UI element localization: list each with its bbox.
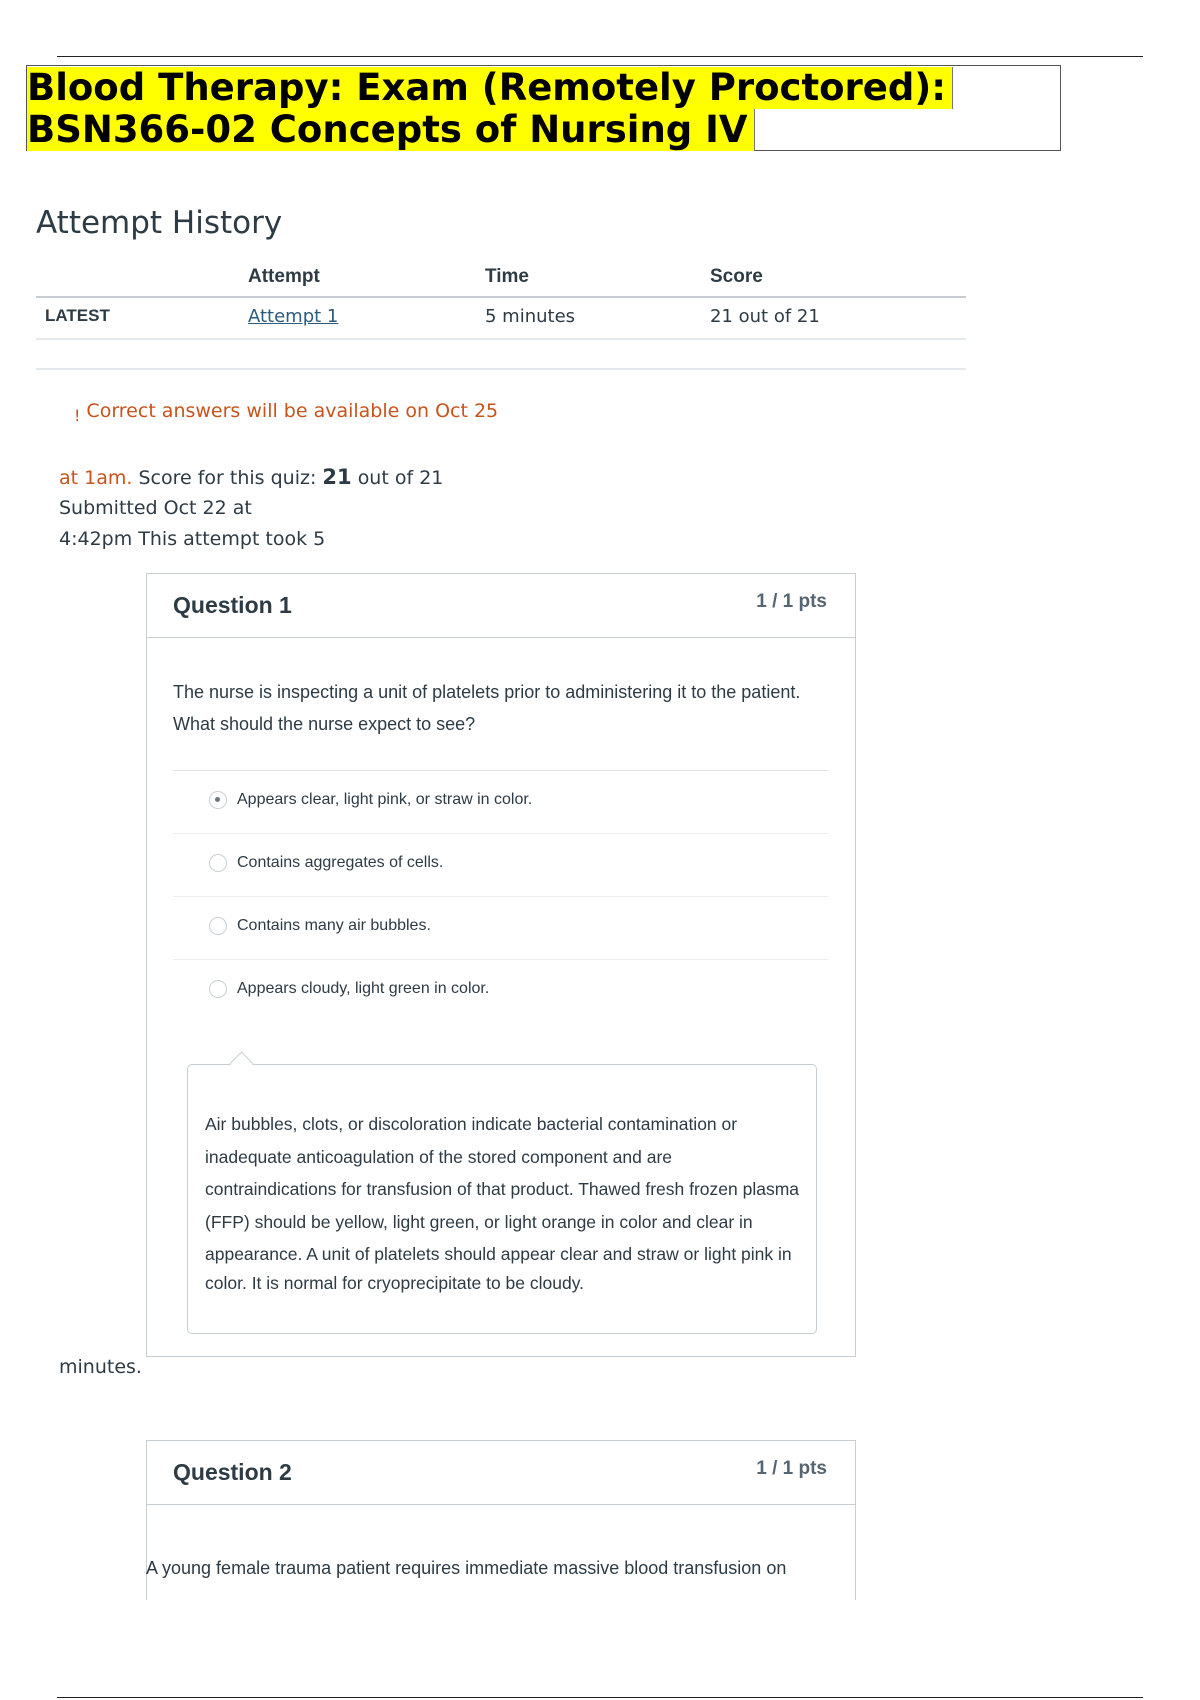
correct-answers-notice [74,400,499,425]
table-header [36,258,966,298]
comment-main: Air bubbles, clots, or discoloration indicate bacterial contamination or inadequate anticoagulation of the stored component and are contraindications for transfusion of that product. Thawed fresh frozen plasma (FFP) should be yellow, light green, or light orange in color and clear in appearance. A unit of platelets should appear clear and straw or light pink in [205,1114,800,1264]
warning-icon: ! [74,406,81,425]
attempt-score: 21 out of 21 [710,306,820,327]
answer-option[interactable] [173,960,828,1022]
table-row [36,298,966,340]
question-card-1 [146,573,856,1357]
question-header [147,574,855,638]
answer-option[interactable] [173,771,828,834]
answer-option[interactable] [173,897,828,960]
score-suffix: out of 21 [357,467,444,489]
question-points: 1 / 1 pts [756,591,827,612]
duration-line: 4:42pm This attempt took 5 [59,528,326,550]
answer-text: Appears cloudy, light green in color. [237,980,490,997]
radio-selected-icon[interactable] [209,791,227,809]
attempt-history-table [36,258,966,370]
radio-icon[interactable] [209,917,227,935]
top-rule [57,56,1143,57]
answer-text: Contains aggregates of cells. [237,854,444,871]
comment-end: color. It is normal for cryoprecipitate to be cloudy. [205,1272,585,1293]
submitted-line: Submitted Oct 22 at [59,497,252,519]
question-title: Question 2 [173,1459,292,1485]
radio-icon[interactable] [209,980,227,998]
page-title-line-1: Blood Therapy: Exam (Remotely Proctored): [27,67,953,109]
score-line [59,465,443,489]
page-title-line-2: BSN366-02 Concepts of Nursing IV [27,109,755,151]
attempt-link[interactable]: Attempt 1 [248,306,339,327]
question-points: 1 / 1 pts [756,1458,827,1479]
latest-label: LATEST [45,306,110,325]
duration-line-end: minutes. [59,1356,142,1378]
bottom-rule [57,1697,1143,1698]
question-text: The nurse is inspecting a unit of platelets prior to administering it to the patient. What should the nurse expect to see? [173,682,801,734]
answer-text: Appears clear, light pink, or straw in color. [237,791,533,808]
question-text: A young female trauma patient requires immediate massive blood transfusion on [146,1558,787,1578]
table-row-empty [36,340,966,370]
radio-icon[interactable] [209,854,227,872]
comment-text [205,1108,805,1295]
answer-option[interactable] [173,834,828,897]
answer-list [173,770,828,1022]
column-header-score: Score [710,266,763,287]
answer-comment [187,1064,817,1334]
answer-text: Contains many air bubbles. [237,917,431,934]
question-title: Question 1 [173,592,292,618]
attempt-time: 5 minutes [485,306,576,327]
column-header-time: Time [485,266,530,287]
comment-caret-icon [229,1051,253,1075]
attempt-history-heading: Attempt History [36,205,283,241]
column-header-attempt: Attempt [248,266,320,287]
notice-continuation: at 1am. [59,467,133,489]
score-label: Score for this quiz: [138,467,317,489]
notice-text: Correct answers will be available on Oct 25 [86,400,499,422]
question-header [147,1441,855,1505]
score-value: 21 [322,465,352,489]
